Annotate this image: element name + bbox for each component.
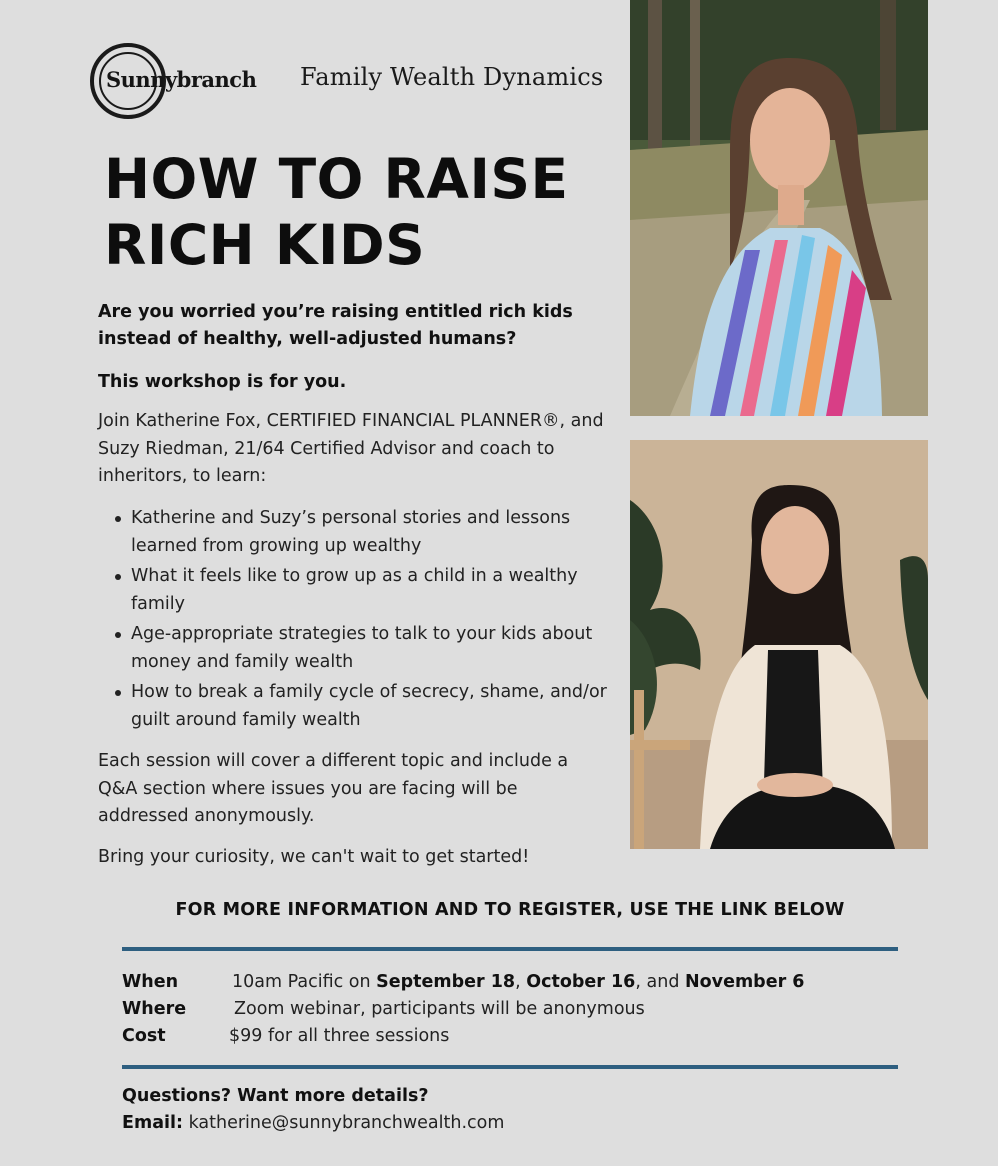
questions-heading: Questions? Want more details?: [122, 1086, 429, 1106]
session-description: Each session will cover a different topic and include a Q&A section where issues you are facing will be addressed anonymously.: [98, 751, 569, 826]
date-november: November 6: [685, 972, 805, 992]
date-separator: ,: [515, 972, 527, 992]
brand-logo: [90, 43, 272, 119]
list-item: [98, 505, 618, 560]
title-line-2: RICH KIDS: [104, 213, 426, 277]
list-item-text: How to break a family cycle of secrecy, shame, and/or guilt around family wealth: [131, 682, 607, 730]
page-title: [104, 146, 614, 278]
bullet-icon: [115, 632, 121, 638]
bullet-icon: [115, 516, 121, 522]
intro-paragraph: Join Katherine Fox, CERTIFIED FINANCIAL PLANNER®, and Suzy Riedman, 21/64 Certified Advisor and coach to inheritors, to learn:: [98, 411, 604, 486]
cost-label: Cost: [122, 1026, 166, 1046]
topics-list: [98, 505, 618, 737]
list-item-text: What it feels like to grow up as a child in a wealthy family: [131, 566, 578, 614]
bullet-icon: [115, 574, 121, 580]
katherine-photo: [630, 0, 928, 416]
date-october: October 16: [526, 972, 636, 992]
closing-line: Bring your curiosity, we can't wait to get started!: [98, 847, 530, 867]
cta-heading: FOR MORE INFORMATION AND TO REGISTER, USE THE LINK BELOW: [175, 900, 845, 920]
email-label: Email:: [122, 1113, 183, 1133]
when-value: [232, 969, 804, 996]
date-september: September 18: [376, 972, 516, 992]
lead-question: Are you worried you’re raising entitled rich kids instead of healthy, well-adjusted humans?: [98, 302, 573, 349]
when-label: When: [122, 972, 179, 992]
title-line-1: HOW TO RAISE: [104, 147, 569, 211]
where-label: Where: [122, 999, 187, 1019]
list-item-text: Katherine and Suzy’s personal stories and lessons learned from growing up wealthy: [131, 508, 571, 556]
logo-wordmark: Sunnybranch: [106, 67, 257, 92]
portrait-studio-image: [630, 440, 928, 849]
cost-value: $99 for all three sessions: [229, 1026, 450, 1046]
list-item: [98, 679, 618, 734]
for-you-statement: This workshop is for you.: [98, 372, 347, 392]
suzy-photo: [630, 440, 928, 849]
bullet-icon: [115, 690, 121, 696]
date-separator: , and: [635, 972, 685, 992]
brand-subtitle: Family Wealth Dynamics: [300, 63, 604, 91]
list-item: [98, 621, 618, 676]
divider: [122, 1065, 898, 1069]
list-item-text: Age-appropriate strategies to talk to your kids about money and family wealth: [131, 624, 593, 672]
list-item: [98, 563, 618, 618]
divider: [122, 947, 898, 951]
where-value: Zoom webinar, participants will be anonymous: [234, 999, 645, 1019]
when-prefix: 10am Pacific on: [232, 972, 377, 992]
email-line: [122, 1110, 504, 1137]
email-link[interactable]: katherine@sunnybranchwealth.com: [188, 1113, 505, 1133]
portrait-outdoor-image: [630, 0, 928, 416]
